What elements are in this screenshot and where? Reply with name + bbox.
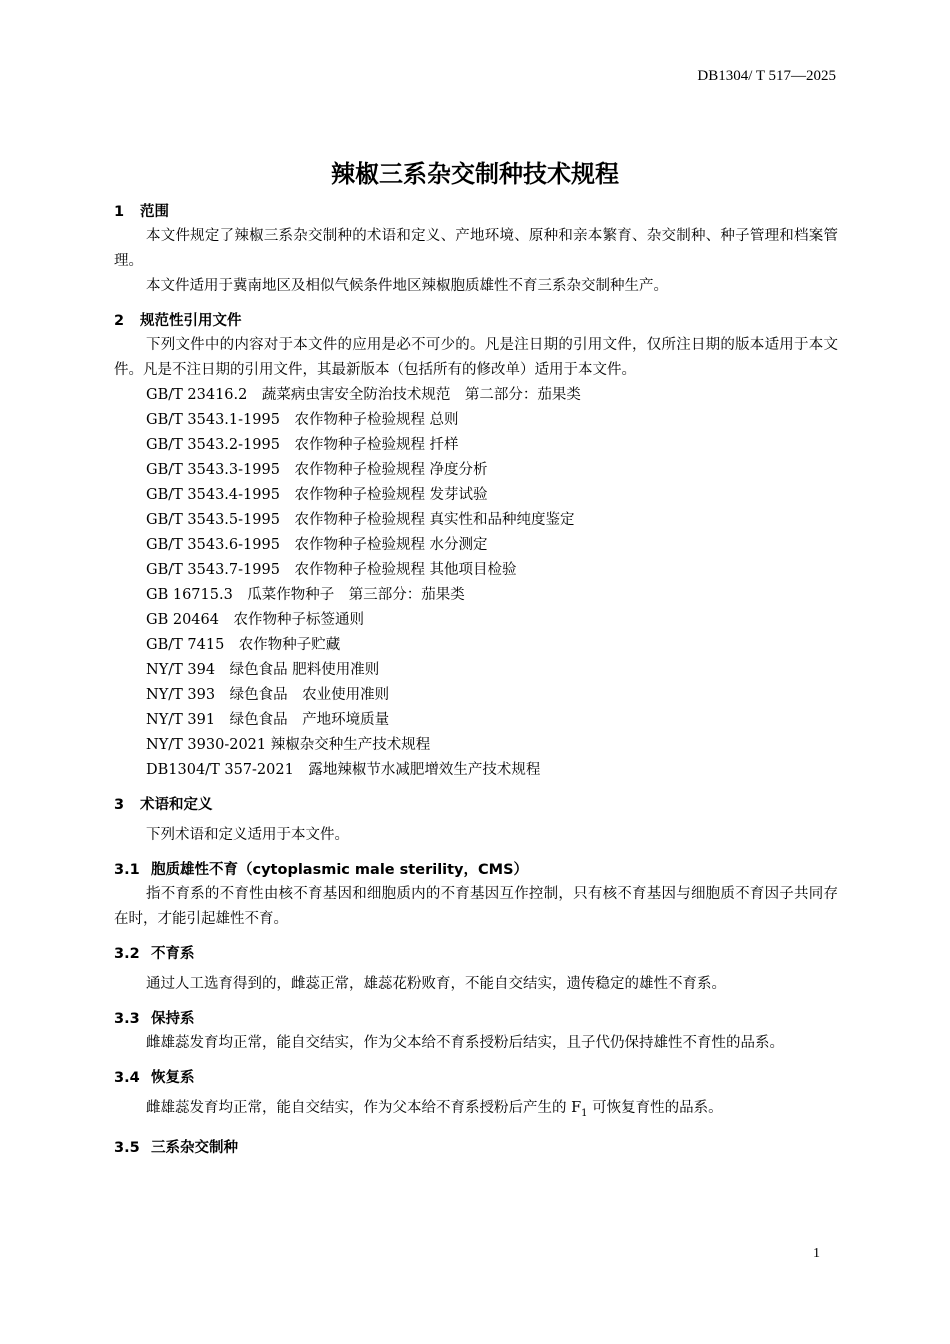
page-number: 1	[813, 1246, 820, 1261]
section-title: 规范性引用文件	[140, 313, 242, 329]
definition-term: 保持系	[151, 1011, 195, 1027]
definition-3-5-heading	[114, 1136, 838, 1160]
reference-item: GB/T 3543.6-1995 农作物种子检验规程 水分测定	[146, 537, 488, 553]
reference-item: GB/T 3543.5-1995 农作物种子检验规程 真实性和品种纯度鉴定	[146, 512, 575, 528]
section-1-heading	[114, 200, 838, 224]
section-2-paragraph: 下列文件中的内容对于本文件的应用是必不可少的。凡是注日期的引用文件，仅所注日期的版本适用于本文件。凡是不注日期的引用文件，其最新版本（包括所有的修改单）适用于本文件。	[114, 337, 838, 378]
reference-item: GB/T 3543.7-1995 农作物种子检验规程 其他项目检验	[146, 562, 517, 578]
definition-number: 3.3	[114, 1011, 140, 1027]
definition-3-2-text: 通过人工选育得到的，雌蕊正常，雄蕊花粉败育，不能自交结实，遗传稳定的雄性不育系。	[146, 976, 726, 992]
section-title: 术语和定义	[140, 797, 213, 813]
definition-3-3-heading	[114, 1007, 838, 1031]
definition-3-3-text: 雌雄蕊发育均正常，能自交结实，作为父本给不育系授粉后结实，且子代仍保持雄性不育性的品系。	[146, 1035, 784, 1051]
section-2-heading	[114, 309, 838, 333]
section-title: 范围	[140, 204, 169, 220]
reference-item: GB 20464 农作物种子标签通则	[146, 612, 364, 628]
subscript: 1	[581, 1107, 588, 1119]
definition-number: 3.2	[114, 946, 140, 962]
section-3-heading	[114, 793, 838, 817]
reference-item: NY/T 3930-2021 辣椒杂交种生产技术规程	[146, 737, 431, 753]
definition-term: 胞质雄性不育（cytoplasmic male sterility，CMS）	[151, 862, 529, 878]
definition-3-1-heading	[114, 858, 838, 882]
definition-term: 三系杂交制种	[151, 1139, 238, 1156]
reference-item: GB/T 3543.3-1995 农作物种子检验规程 净度分析	[146, 462, 488, 478]
section-number: 1	[114, 204, 125, 220]
definition-3-1-text: 指不育系的不育性由核不育基因和细胞质内的不育基因互作控制，只有核不育基因与细胞质不育因子共同存在时，才能引起雄性不育。	[114, 886, 838, 927]
section-1-paragraph-1: 本文件规定了辣椒三系杂交制种的术语和定义、产地环境、原种和亲本繁育、杂交制种、种子管理和档案管理。	[114, 228, 838, 269]
definition-text-part: 可恢复育性的品系。	[587, 1100, 723, 1116]
definition-3-2-heading	[114, 942, 838, 966]
section-3-paragraph: 下列术语和定义适用于本文件。	[146, 827, 349, 843]
section-number: 2	[114, 313, 125, 329]
definition-term: 恢复系	[151, 1070, 195, 1086]
reference-item: GB 16715.3 瓜菜作物种子 第三部分：茄果类	[146, 587, 465, 603]
definition-text-part: 雌雄蕊发育均正常，能自交结实，作为父本给不育系授粉后产生的 F	[146, 1100, 582, 1116]
document-code: DB1304/ T 517—2025	[697, 68, 836, 84]
document-title: 辣椒三系杂交制种技术规程	[331, 160, 619, 188]
reference-item: NY/T 393 绿色食品 农业使用准则	[146, 687, 390, 703]
definition-3-4-heading	[114, 1066, 838, 1090]
definition-3-4-text	[114, 1096, 838, 1126]
reference-item: GB/T 23416.2 蔬菜病虫害安全防治技术规范 第二部分：茄果类	[146, 387, 581, 403]
reference-item: NY/T 394 绿色食品 肥料使用准则	[146, 662, 380, 678]
reference-list	[114, 383, 838, 783]
definition-number: 3.4	[114, 1070, 140, 1086]
reference-item: GB/T 7415 农作物种子贮藏	[146, 637, 341, 653]
reference-item: GB/T 3543.1-1995 农作物种子检验规程 总则	[146, 412, 459, 428]
document-body	[114, 200, 838, 1160]
reference-item: GB/T 3543.2-1995 农作物种子检验规程 扦样	[146, 437, 459, 453]
definition-number: 3.1	[114, 862, 140, 878]
section-number: 3	[114, 797, 125, 813]
reference-item: NY/T 391 绿色食品 产地环境质量	[146, 712, 390, 728]
section-1-paragraph-2: 本文件适用于冀南地区及相似气候条件地区辣椒胞质雄性不育三系杂交制种生产。	[146, 278, 668, 294]
reference-item: DB1304/T 357-2021 露地辣椒节水减肥增效生产技术规程	[146, 762, 541, 778]
definition-term: 不育系	[151, 946, 195, 962]
definition-number: 3.5	[114, 1139, 140, 1156]
reference-item: GB/T 3543.4-1995 农作物种子检验规程 发芽试验	[146, 487, 488, 503]
